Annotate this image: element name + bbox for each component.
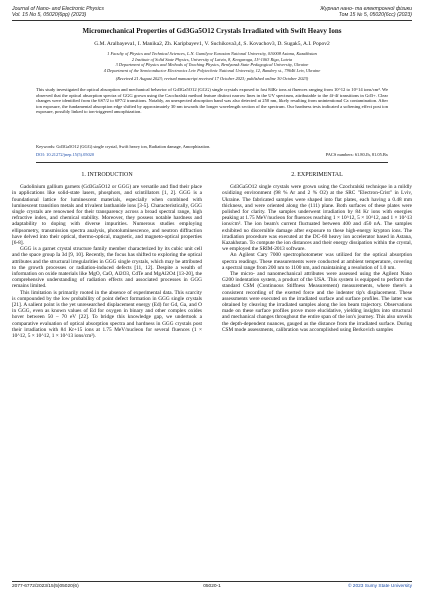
section-heading-experimental: 2. EXPERIMENTAL	[291, 172, 343, 178]
author-list: G.M. Aralbayeva1, I. Manika2, Zh. Karipbayev1, V. Suchikova3,4, S. Kovachov3, D. Sugak5, A.I. Popov2	[94, 41, 330, 47]
intro-paragraph-2: GGG is a garnet crystal structure family member characterized by its cubic unit cell and the space group Ia 3d [9, 10]. Recently, the focus has shifted to exploring the optical attributes and the structural irregularities in GGG single crystals, which may be attributed to the growth processes or radiation-induced defects [11, 12]. Despite a wealth of information on oxide materials like MgO, CaO, Al2O3, CdTe and MgAl2O4 [13-20], the comprehensive understanding of radiation effects and associated processes in GGG remains limited.	[12, 246, 202, 290]
journal-name-ua: Журнал нано- та електронної фізики	[320, 6, 412, 12]
keywords: Keywords: Gd3Ga5O12 (GGG) single crystal, Swift heavy ion, Radiation damage, Amorphization.	[36, 144, 211, 149]
column-right	[222, 172, 412, 333]
exp-paragraph-3: The micro- and nanomechanical attributes were assessed using the Agilent Nano G200 indentation system, a product of the USA. This system is equipped to perform the standard CSM (Continuous Stiffness Measurement) measurements, where there's a consistent recording of the exerted force and the indenter tip's displacement. These assessments were executed on the irradiated surface and surface profiles. The latter was obtained by cleaving the irradiated samples along the ion beam trajectory. Observations made on these surface profiles prove more elucidative, yielding insights into structural and mechanical changes throughout the entire span of the ion's journey. This also unveils the depth-dependent nuances, gauged as the distance from the irradiated surface. During CSM mode assessments, calibration was accomplished using Berkovich samples	[222, 271, 412, 333]
doi-link[interactable]: DOI: 10.21272/jnep.15(5).05020	[36, 152, 95, 157]
journal-volume-en: Vol. 15 No 5, 05020(6pp) (2023)	[12, 12, 87, 18]
affiliation-4: 4 Department of the Semiconductor Electronics Lviv Polytechnic National University, 12, Bandery st., 79646 Lviv, Ukraine	[103, 67, 321, 73]
footer-rule	[12, 581, 412, 582]
abstract: This study investigated the optical absorption and mechanical behavior of Gd3Ga5O12 (GGG) single crystals exposed to fast 84Kr ions at fluences ranging from 10^12 to 10^14 ions/cm². We observed that the optical absorption spectra of GGG grown using the Czochralski method feature distinct narrow lines in the UV spectrum, attributable to the 4f-4f transitions in Gd3+. Clear changes were identified from the 6S7/2 to 6P7/2 transitions. Notably, an unexpected absorption band was also detected at 250 nm, likely resulting from unintentional Ca contamination. After ion exposure, the fundamental absorption edge shifted by approximately 30 nm towards the longer wavelength section of the spectrum. Our hardness tests indicated a softening effect post ion exposure, possibly linked to ion-triggered amorphization.	[36, 87, 388, 115]
pacs-numbers: PACS numbers: 61.80.Jh, 81.05.Bx	[325, 152, 388, 157]
issn-code: 2077-6772/2023/15(5)05020(6)	[12, 584, 79, 589]
intro-paragraph-3: This limitation is primarily rooted in the absence of experimental data. This scarcity is compounded by the low probability of point defect formation in GGG single crystals [21]. A salient point is the yet unresearched displacement energy (Ed) for Gd, Ga, and O in GGG, even as known values of Ed for oxygen in binary and other complex oxides hover between 50 – 70 eV [22]. To bridge this knowledge gap, we undertook a comparative evaluation of optical absorption spectra and hardness in GGG crystals post their irradiation with 84 Kr+15 ions at 1.75 MeV/nucleon for several fluences (1 × 10^12, 5 × 10^12, 1 × 10^13 ions/cm²).	[12, 289, 202, 340]
exp-paragraph-2: An Agilent Cary 7000 spectrophotometer was utilized for the optical absorption spectra readings. These measurements were conducted at ambient temperature, covering a spectral range from 200 nm to 1100 nm, and maintaining a resolution of 1.0 nm.	[222, 252, 412, 271]
affiliation-2: 2 Institute of Solid State Physics, University of Latvia, 8, Kengaraga, LV-1063 Riga, Latvia	[131, 56, 293, 62]
received-dates: (Received 21 August 2023; revised manuscript received 17 October 2023; published online 30 October 2023)	[115, 76, 309, 81]
journal-name-en: Journal of Nano- and Electronic Physics	[12, 6, 104, 12]
affiliation-3: 3 Department of Physics and Methods of Teaching Physics, Berdyansk State Pedagogical University, Ukraine	[115, 62, 309, 67]
section-heading-introduction: 1. INTRODUCTION	[81, 172, 133, 178]
column-left	[12, 172, 202, 339]
abstract-rule	[36, 162, 388, 163]
journal-volume-ua: Том 15 № 5, 05020(6cc) (2023)	[338, 12, 412, 18]
intro-paragraph-1: Gadolinium gallium garnets (Gd3Ga5O12 or GGG) are versatile and find their place in applications like solid-state lasers, phosphors, and scintillators [1, 2]. GGG is a foundational lattice for luminescent materials, especially when combined with luminescent transition metals and trivalent lanthanide ions [3-5]. Characteristically, GGG single crystals are renowned for their transparency across a broad spectral range, high refractive index, and chemical stability. Moreover, they possess notable hardness and adaptability to doping with diverse impurities. Numerous studies employing ellipsometry, transmission spectra analysis, photoluminescence, and neutron diffraction have delved into their optical, thermo-optical, magnetic, and magneto-optical properties [6-8].	[12, 184, 202, 247]
copyright: © 2023 Sumy State University	[347, 584, 412, 589]
affiliation-1: 1 Faculty of Physics and Technical Sciences, L.N. Gumilyov Eurasian National University, 010008 Astana, Kazakhstan	[107, 51, 317, 56]
paper-title: Micromechanical Properties of Gd3Ga5O12 Crystals Irradiated with Swift Heavy Ions	[82, 27, 342, 35]
page-number: 05020-1	[203, 584, 221, 589]
exp-paragraph-1: Gd3Ga5O12 single crystals were grown using the Czochralski technique in a mildly oxidizing environment (98 % Ar and 2 % O2) at the SRC "Electron-Crist" in Lviv, Ukraine. The fabricated samples were shaped into flat plates, each having a 0.48 mm thickness, and were oriented along the (111) plane. Both surfaces of these plates were polished for clarity. The samples underwent irradiation by 84 Kr ions with energies peaking at 1.75 MeV/nucleon for fluences reaching 1 × 10^12, 5 × 10^12, and 1 × 10^13 ions/cm². The ion beam's current fluctuated between 400 and 450 nA. The samples exhibited no discernible damage after exposure to these high-energy krypton ions. The irradiation procedure was executed at the DC-60 heavy ion accelerator based in Astana, Kazakhstan. To compute the ion distances and their energy dissipation within the crystal, we employed the SRIM-2013 software.	[222, 184, 412, 253]
header-rule	[12, 20, 412, 21]
affiliations	[40, 51, 384, 73]
